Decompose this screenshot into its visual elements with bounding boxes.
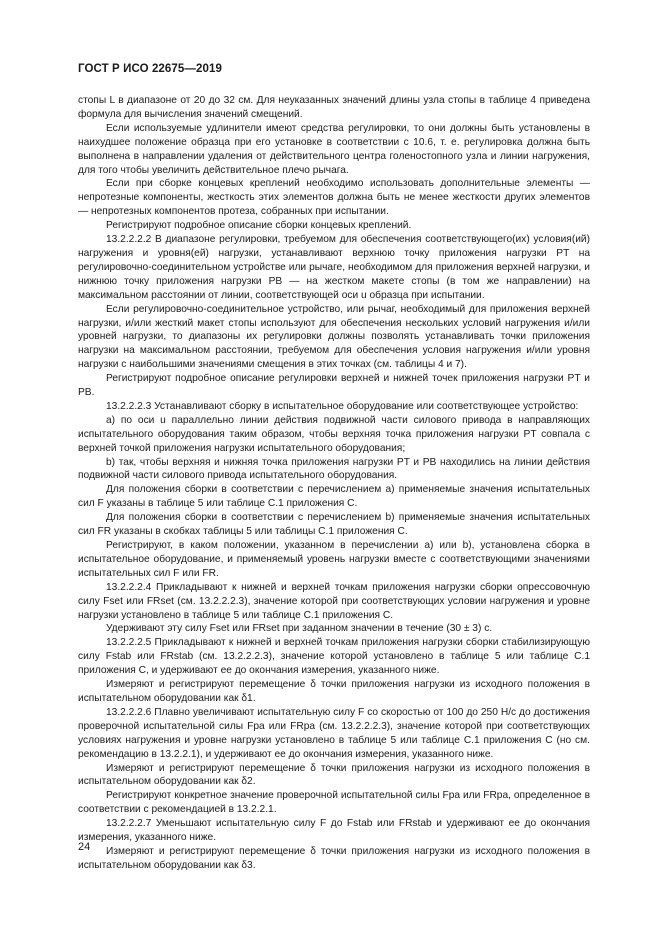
page-number: 24 — [78, 841, 91, 853]
paragraph: b) так, чтобы верхняя и нижняя точка приложения нагрузки PT и PB находились на линии действия подвижной части силового привода испытательного оборудования. — [78, 456, 590, 482]
paragraph: Регистрируют подробное описание сборки концевых креплений. — [106, 220, 412, 232]
paragraph: 13.2.2.2.6 Плавно увеличивают испытательную силу F со скоростью от 100 до 250 Н/с до достижения проверочной испытательной силы Fpa или FRpa (см. 13.2.2.2.3), значение которой при соответствующих условиях нагружения и уровне нагрузки установлено в таблице 5 или таблице C.1 приложения C (но см. рекомендацию в 13.2.2.1), и удерживают ее до окончания измерения, указанного ниже. — [78, 706, 590, 760]
document-header: ГОСТ Р ИСО 22675—2019 — [78, 63, 223, 75]
paragraph: 13.2.2.2.7 Уменьшают испытательную силу F до Fstab или FRstab и удерживают ее до окончания измерения, указанного ниже. — [78, 818, 590, 844]
paragraph: a) по оси u параллельно линии действия подвижной части силового привода в направляющих испытательного оборудования таким образом, чтобы верхняя точка приложения нагрузки PT совпала с верхней точкой приложения нагрузки испытательного оборудования; — [78, 414, 590, 454]
paragraph: Если используемые удлинители имеют средства регулировки, то они должны быть установлены в наихудшее положение образца при его установке в соответствии с 10.6, т. е. регулировка должна быть выполнена в направлении удаления от действительного центра голеностопного узла и линии нагружения, для того чтобы увеличить действительное плечо рычага. — [78, 122, 590, 176]
paragraph: Если при сборке концевых креплений необходимо использовать дополнительные элементы — непротезные компоненты, жесткость этих элементов должна быть не менее жесткости других элементов — непротезных компонентов протеза, собранных при испытании. — [78, 178, 590, 218]
paragraph: Регистрируют, в каком положении, указанном в перечислении a) или b), установлена сборка в испытательное оборудование, и применяемый уровень нагрузки вместе с соответствующими значениями испытательных сил F или FR. — [78, 540, 590, 579]
paragraph: Для положения сборки в соответствии с перечислением b) применяемые значения испытательных сил FR указаны в скобках таблицы 5 или таблицы C.1 приложения C. — [78, 512, 590, 538]
paragraph: Если регулировочно-соединительное устройство, или рычаг, необходимый для приложения верхней нагрузки, и/или жесткий макет стопы используют для обеспечения нескольких условий нагружения и/или уровней нагрузки, то диапазоны их регулировки должны позволять устанавливать точки приложения нагрузки на максимальном расстоянии, требуемом для обеспечения условия нагружения и/или уровня нагрузки с наибольшими значениями смещения в этих точках (см. таблицы 4 и 7). — [78, 303, 590, 371]
document-body — [78, 94, 590, 873]
paragraph: 13.2.2.2.5 Прикладывают к нижней и верхней точкам приложения нагрузки сборки стабилизирующую силу Fstab или FRstab (см. 13.2.2.2.3), значение которой установлено в таблице 5 или таблице C.1 приложения C, и удерживают ее до окончания измерения, указанного ниже. — [78, 637, 590, 677]
paragraph: 13.2.2.2.3 Устанавливают сборку в испытательное оборудование или соответствующее устройство: — [106, 400, 579, 412]
paragraph: Регистрируют конкретное значение проверочной испытательной силы Fpa или FRpa, определенное в соответствии с рекомендацией в 13.2.2.1. — [78, 790, 590, 816]
paragraph: Для положения сборки в соответствии с перечислением a) применяемые значения испытательных сил F указаны в таблице 5 или таблице C.1 приложения C. — [78, 484, 590, 510]
paragraph: Удерживают эту силу Fset или FRset при заданном значении в течение (30 ± 3) с. — [106, 623, 493, 635]
paragraph: Регистрируют подробное описание регулировки верхней и нижней точек приложения нагрузки PT и PB. — [78, 373, 590, 399]
paragraph: стопы L в диапазоне от 20 до 32 см. Для неуказанных значений длины узла стопы в таблице 4 приведена формула для вычисления значений смещений. — [78, 95, 590, 120]
paragraph: 13.2.2.2.4 Прикладывают к нижней и верхней точкам приложения нагрузки сборки опрессовочную силу Fset или FRset (см. 13.2.2.2.3), значение которой при соответствующих условии нагружения и уровне нагрузки установлено в таблице 5 или таблице C.1 приложения C. — [78, 581, 590, 621]
paragraph: Измеряют и регистрируют перемещение δ точки приложения нагрузки из исходного положения в испытательном оборудовании как δ3. — [78, 845, 590, 871]
paragraph: Измеряют и регистрируют перемещение δ точки приложения нагрузки из исходного положения в испытательном оборудовании как δ2. — [78, 762, 590, 788]
paragraph: 13.2.2.2.2 В диапазоне регулировки, требуемом для обеспечения соответствующего(их) условия(ий) нагружения и уровня(ей) нагрузки, устанавливают верхнюю точку приложения нагрузки PT на регулировочно-соединительном устройстве или рычаге, необходимом для приложения верхней нагрузки, и нижнюю точку приложения нагрузки PB — на жестком макете стопы (в том же направлении) на максимальном расстоянии от линии, соответствующей оси u образца при испытании. — [78, 234, 590, 301]
paragraph: Измеряют и регистрируют перемещение δ точки приложения нагрузки из исходного положения в испытательном оборудовании как δ1. — [78, 679, 590, 704]
